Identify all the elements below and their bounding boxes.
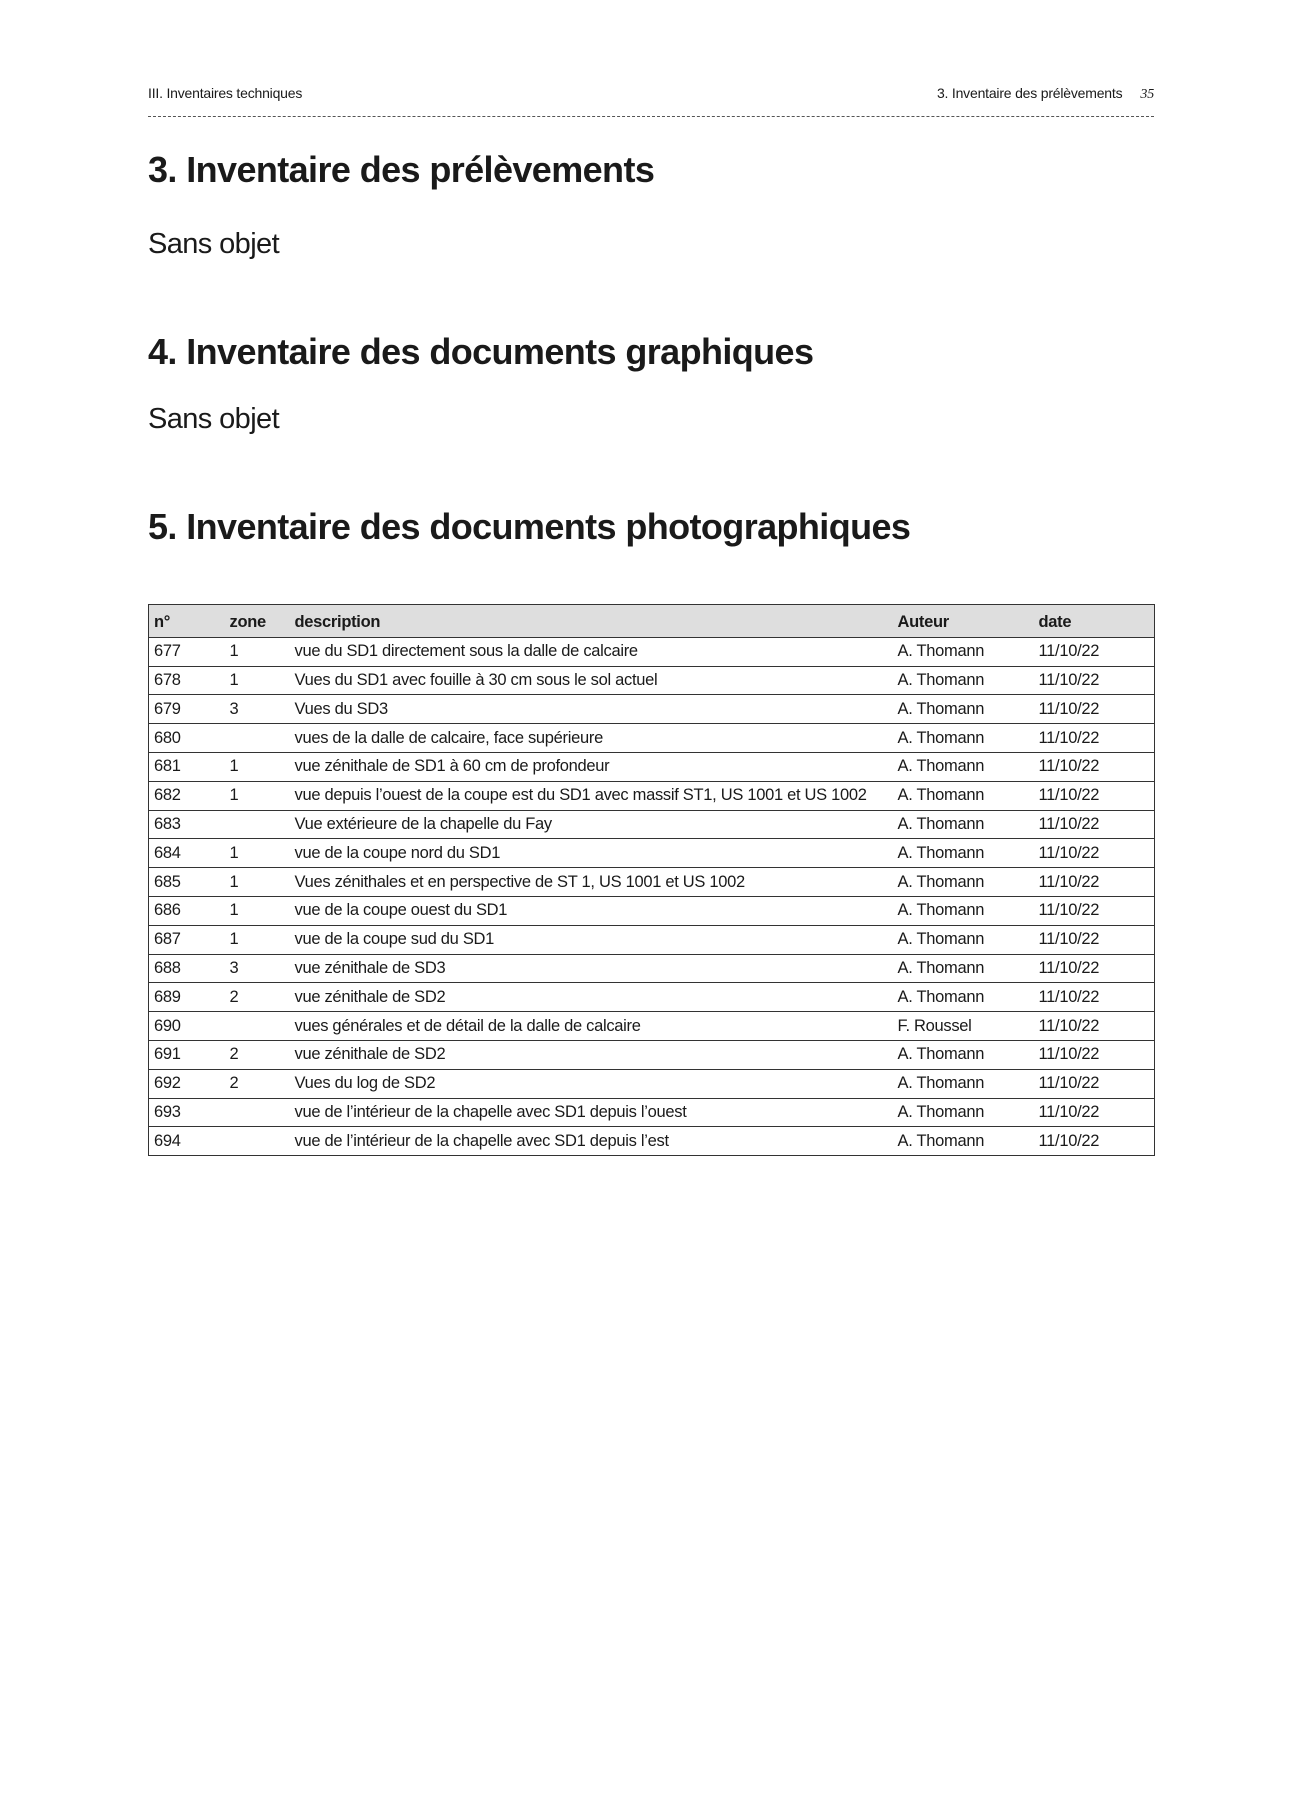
cell-date: 11/10/22 — [1034, 666, 1155, 695]
cell-number: 677 — [149, 637, 225, 666]
cell-description: Vues zénithales et en perspective de ST 1, US 1001 et US 1002 — [290, 868, 893, 897]
section-title-documents-graphiques: 4. Inventaire des documents graphiques — [148, 331, 814, 372]
cell-zone: 3 — [225, 954, 290, 983]
cell-author: A. Thomann — [893, 810, 1034, 839]
cell-zone — [225, 1012, 290, 1041]
cell-author: A. Thomann — [893, 695, 1034, 724]
section-title-documents-photographiques: 5. Inventaire des documents photographiques — [148, 506, 911, 547]
cell-date: 11/10/22 — [1034, 839, 1155, 868]
cell-author: A. Thomann — [893, 724, 1034, 753]
cell-number: 684 — [149, 839, 225, 868]
table-row — [149, 781, 1155, 810]
cell-date: 11/10/22 — [1034, 810, 1155, 839]
cell-number: 691 — [149, 1040, 225, 1069]
table-row — [149, 925, 1155, 954]
cell-description: vue zénithale de SD2 — [290, 1040, 893, 1069]
table-row — [149, 666, 1155, 695]
cell-description: vues générales et de détail de la dalle de calcaire — [290, 1012, 893, 1041]
cell-author: A. Thomann — [893, 868, 1034, 897]
cell-author: A. Thomann — [893, 1098, 1034, 1127]
cell-description: Vues du SD3 — [290, 695, 893, 724]
cell-number: 688 — [149, 954, 225, 983]
cell-number: 693 — [149, 1098, 225, 1127]
cell-author: A. Thomann — [893, 954, 1034, 983]
cell-description: Vue extérieure de la chapelle du Fay — [290, 810, 893, 839]
cell-zone — [225, 1098, 290, 1127]
cell-number: 690 — [149, 1012, 225, 1041]
cell-date: 11/10/22 — [1034, 896, 1155, 925]
table-row — [149, 695, 1155, 724]
table-header-row — [149, 605, 1155, 638]
cell-author: A. Thomann — [893, 925, 1034, 954]
cell-number: 681 — [149, 752, 225, 781]
table-body — [149, 637, 1155, 1155]
section-body-documents-graphiques: Sans objet — [148, 403, 280, 435]
photo-inventory-table — [148, 604, 1155, 1156]
cell-number: 692 — [149, 1069, 225, 1098]
column-header-description: description — [290, 605, 893, 638]
cell-date: 11/10/22 — [1034, 925, 1155, 954]
column-header-number: n° — [149, 605, 225, 638]
cell-description: Vues du log de SD2 — [290, 1069, 893, 1098]
cell-description: vue de la coupe ouest du SD1 — [290, 896, 893, 925]
cell-date: 11/10/22 — [1034, 1098, 1155, 1127]
cell-description: vue de l’intérieur de la chapelle avec SD1 depuis l’ouest — [290, 1098, 893, 1127]
cell-zone: 1 — [225, 781, 290, 810]
table-row — [149, 752, 1155, 781]
cell-number: 694 — [149, 1127, 225, 1156]
cell-zone: 1 — [225, 839, 290, 868]
cell-date: 11/10/22 — [1034, 868, 1155, 897]
running-header — [148, 85, 1154, 105]
column-header-author: Auteur — [893, 605, 1034, 638]
cell-author: A. Thomann — [893, 839, 1034, 868]
cell-number: 680 — [149, 724, 225, 753]
section-body-prelevements: Sans objet — [148, 228, 280, 260]
cell-zone: 1 — [225, 637, 290, 666]
cell-author: F. Roussel — [893, 1012, 1034, 1041]
table-row — [149, 1127, 1155, 1156]
cell-zone: 1 — [225, 666, 290, 695]
cell-date: 11/10/22 — [1034, 954, 1155, 983]
cell-date: 11/10/22 — [1034, 1012, 1155, 1041]
table-row — [149, 724, 1155, 753]
table-row — [149, 896, 1155, 925]
cell-number: 679 — [149, 695, 225, 724]
cell-number: 685 — [149, 868, 225, 897]
cell-number: 682 — [149, 781, 225, 810]
running-header-left: III. Inventaires techniques — [148, 85, 303, 101]
table-row — [149, 954, 1155, 983]
cell-zone: 1 — [225, 868, 290, 897]
section-title-prelevements: 3. Inventaire des prélèvements — [148, 149, 655, 190]
cell-author: A. Thomann — [893, 781, 1034, 810]
cell-zone: 2 — [225, 983, 290, 1012]
cell-description: vue zénithale de SD1 à 60 cm de profondeur — [290, 752, 893, 781]
table-row — [149, 1069, 1155, 1098]
cell-author: A. Thomann — [893, 666, 1034, 695]
cell-author: A. Thomann — [893, 1040, 1034, 1069]
cell-author: A. Thomann — [893, 896, 1034, 925]
cell-description: vue de la coupe sud du SD1 — [290, 925, 893, 954]
running-header-right — [937, 85, 1154, 103]
cell-description: vue de l’intérieur de la chapelle avec SD1 depuis l’est — [290, 1127, 893, 1156]
cell-date: 11/10/22 — [1034, 1069, 1155, 1098]
cell-author: A. Thomann — [893, 983, 1034, 1012]
cell-author: A. Thomann — [893, 752, 1034, 781]
cell-date: 11/10/22 — [1034, 983, 1155, 1012]
cell-description: vues de la dalle de calcaire, face supérieure — [290, 724, 893, 753]
cell-date: 11/10/22 — [1034, 1127, 1155, 1156]
cell-author: A. Thomann — [893, 1127, 1034, 1156]
column-header-date: date — [1034, 605, 1155, 638]
cell-zone: 2 — [225, 1040, 290, 1069]
cell-zone: 2 — [225, 1069, 290, 1098]
cell-date: 11/10/22 — [1034, 637, 1155, 666]
table-row — [149, 983, 1155, 1012]
cell-author: A. Thomann — [893, 1069, 1034, 1098]
cell-zone: 1 — [225, 752, 290, 781]
cell-date: 11/10/22 — [1034, 724, 1155, 753]
column-header-zone: zone — [225, 605, 290, 638]
cell-zone: 3 — [225, 695, 290, 724]
cell-description: vue depuis l’ouest de la coupe est du SD1 avec massif ST1, US 1001 et US 1002 — [290, 781, 893, 810]
cell-date: 11/10/22 — [1034, 752, 1155, 781]
running-header-section: 3. Inventaire des prélèvements — [936, 85, 1123, 101]
header-dashed-rule — [148, 116, 1154, 117]
cell-description: vue zénithale de SD3 — [290, 954, 893, 983]
cell-date: 11/10/22 — [1034, 781, 1155, 810]
cell-description: vue de la coupe nord du SD1 — [290, 839, 893, 868]
table-row — [149, 868, 1155, 897]
cell-author: A. Thomann — [893, 637, 1034, 666]
table-row — [149, 1098, 1155, 1127]
cell-description: Vues du SD1 avec fouille à 30 cm sous le sol actuel — [290, 666, 893, 695]
table-row — [149, 637, 1155, 666]
cell-zone: 1 — [225, 896, 290, 925]
cell-zone: 1 — [225, 925, 290, 954]
page-number: 35 — [1140, 87, 1154, 102]
cell-number: 686 — [149, 896, 225, 925]
cell-description: vue du SD1 directement sous la dalle de calcaire — [290, 637, 893, 666]
table-row — [149, 1040, 1155, 1069]
cell-number: 678 — [149, 666, 225, 695]
cell-zone — [225, 810, 290, 839]
cell-number: 689 — [149, 983, 225, 1012]
cell-date: 11/10/22 — [1034, 1040, 1155, 1069]
cell-number: 683 — [149, 810, 225, 839]
cell-number: 687 — [149, 925, 225, 954]
cell-date: 11/10/22 — [1034, 695, 1155, 724]
cell-zone — [225, 724, 290, 753]
table-row — [149, 810, 1155, 839]
cell-zone — [225, 1127, 290, 1156]
cell-description: vue zénithale de SD2 — [290, 983, 893, 1012]
table-row — [149, 839, 1155, 868]
table-row — [149, 1012, 1155, 1041]
